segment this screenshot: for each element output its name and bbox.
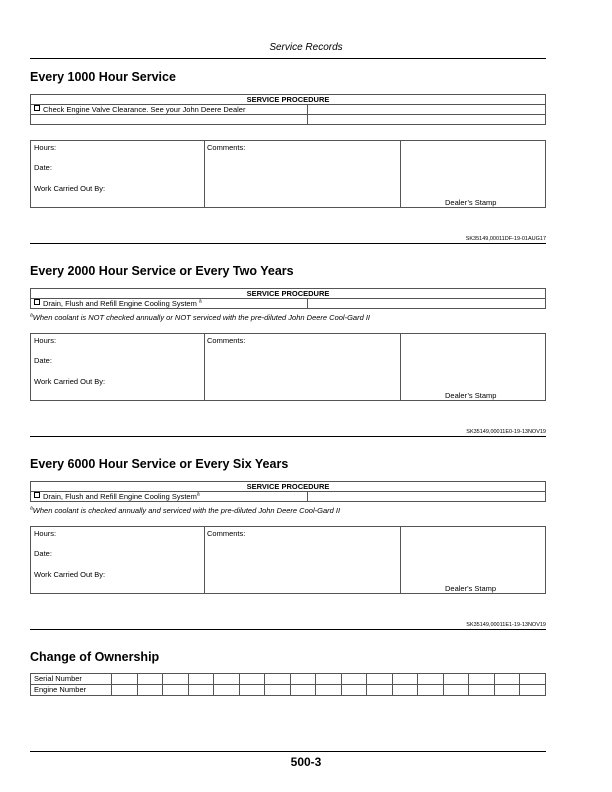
engine-number-cell[interactable]	[520, 685, 546, 696]
comments-column	[204, 527, 401, 593]
engine-number-cell[interactable]	[494, 685, 520, 696]
comments-label: Comments:	[207, 143, 246, 152]
engine-number-cell[interactable]	[163, 685, 189, 696]
footnote-marker: a	[30, 505, 33, 512]
procedure-header: SERVICE PROCEDURE	[31, 95, 546, 105]
document-code: SK35149,00011E0-19-13NOV19	[466, 429, 546, 435]
date-label: Date:	[34, 356, 52, 365]
record-fields-column	[31, 334, 205, 400]
section-rule	[30, 243, 546, 244]
section-heading: Every 2000 Hour Service or Every Two Years	[30, 264, 294, 278]
footer-rule	[30, 751, 546, 752]
serial-number-cell[interactable]	[290, 674, 316, 685]
procedure-item-label: Drain, Flush and Refill Engine Cooling System	[43, 492, 197, 501]
procedure-item[interactable]	[31, 105, 308, 115]
engine-number-cell[interactable]	[112, 685, 138, 696]
footnote-marker: a	[196, 491, 200, 498]
serial-number-cell[interactable]	[341, 674, 367, 685]
serial-number-cell[interactable]	[367, 674, 393, 685]
footnote	[30, 313, 370, 322]
service-procedure-table	[30, 94, 546, 125]
comments-column	[204, 334, 401, 400]
serial-number-cell[interactable]	[469, 674, 495, 685]
comments-column	[204, 141, 401, 207]
engine-number-cell[interactable]	[443, 685, 469, 696]
engine-number-cell[interactable]	[316, 685, 342, 696]
engine-number-cell[interactable]	[239, 685, 265, 696]
engine-number-cell[interactable]	[214, 685, 240, 696]
engine-number-cell[interactable]	[265, 685, 291, 696]
ownership-table	[30, 673, 546, 696]
ownership-heading: Change of Ownership	[30, 650, 160, 664]
hours-label: Hours:	[34, 143, 57, 152]
serial-number-cell[interactable]	[418, 674, 444, 685]
procedure-header: SERVICE PROCEDURE	[31, 289, 546, 299]
service-record-box	[30, 333, 546, 401]
procedure-blank-cell	[308, 492, 546, 502]
procedure-item[interactable]	[31, 492, 308, 502]
serial-number-cell[interactable]	[316, 674, 342, 685]
service-record-box	[30, 140, 546, 208]
hours-label: Hours:	[34, 529, 57, 538]
section-rule	[30, 629, 546, 630]
footnote	[30, 506, 340, 515]
engine-number-cell[interactable]	[418, 685, 444, 696]
serial-number-cell[interactable]	[188, 674, 214, 685]
running-header: Service Records	[269, 42, 343, 53]
work-carried-out-label: Work Carried Out By:	[34, 570, 106, 579]
engine-number-cell[interactable]	[392, 685, 418, 696]
serial-number-cell[interactable]	[494, 674, 520, 685]
engine-number-cell[interactable]	[341, 685, 367, 696]
page-number: 500-3	[290, 755, 322, 769]
serial-number-cell[interactable]	[443, 674, 469, 685]
document-code: SK35149,00011E1-19-13NOV19	[466, 622, 546, 628]
service-record-box	[30, 526, 546, 594]
footnote-marker: a	[30, 312, 33, 319]
serial-number-cell[interactable]	[520, 674, 546, 685]
date-label: Date:	[34, 163, 52, 172]
serial-number-cell[interactable]	[163, 674, 189, 685]
serial-number-cell[interactable]	[137, 674, 163, 685]
record-fields-column	[31, 527, 205, 593]
date-label: Date:	[34, 549, 52, 558]
footnote-text: When coolant is NOT checked annually or NOT serviced with the pre-diluted John Deere Cool-Gard II	[32, 313, 371, 322]
serial-number-cell[interactable]	[265, 674, 291, 685]
comments-label: Comments:	[207, 336, 246, 345]
checkbox-icon[interactable]	[34, 492, 40, 498]
comments-label: Comments:	[207, 529, 246, 538]
serial-number-label: Serial Number	[31, 674, 112, 685]
footnote-marker: a	[198, 298, 202, 305]
footnote-text: When coolant is checked annually and serviced with the pre-diluted John Deere Cool-Gard II	[32, 506, 341, 515]
section-rule	[30, 436, 546, 437]
dealers-stamp-label: Dealer's Stamp	[445, 584, 497, 593]
procedure-header: SERVICE PROCEDURE	[31, 482, 546, 492]
checkbox-icon[interactable]	[34, 105, 40, 111]
section-heading: Every 6000 Hour Service or Every Six Years	[30, 457, 289, 471]
service-procedure-table	[30, 481, 546, 502]
procedure-blank-cell	[308, 299, 546, 309]
serial-number-cell[interactable]	[112, 674, 138, 685]
document-code: SK35149,00011DF-19-01AUG17	[465, 236, 546, 242]
serial-number-cell[interactable]	[392, 674, 418, 685]
procedure-blank-cell	[308, 105, 546, 115]
work-carried-out-label: Work Carried Out By:	[34, 377, 106, 386]
engine-number-cell[interactable]	[188, 685, 214, 696]
checkbox-icon[interactable]	[34, 299, 40, 305]
serial-number-cell[interactable]	[214, 674, 240, 685]
hours-label: Hours:	[34, 336, 57, 345]
work-carried-out-label: Work Carried Out By:	[34, 184, 106, 193]
dealers-stamp-label: Dealer’s Stamp	[445, 198, 497, 207]
engine-number-label: Engine Number	[31, 685, 112, 696]
procedure-item-label: Check Engine Valve Clearance. See your John Deere Dealer	[43, 105, 246, 114]
procedure-item[interactable]	[31, 299, 308, 309]
engine-number-cell[interactable]	[367, 685, 393, 696]
engine-number-cell[interactable]	[137, 685, 163, 696]
procedure-item-label: Drain, Flush and Refill Engine Cooling System	[43, 299, 197, 308]
dealers-stamp-label: Dealer’s Stamp	[445, 391, 497, 400]
engine-number-cell[interactable]	[469, 685, 495, 696]
service-procedure-table	[30, 288, 546, 309]
serial-number-cell[interactable]	[239, 674, 265, 685]
procedure-blank-cell	[31, 115, 308, 125]
header-rule	[30, 58, 546, 59]
procedure-blank-cell	[308, 115, 546, 125]
record-fields-column	[31, 141, 205, 207]
section-heading: Every 1000 Hour Service	[30, 70, 176, 84]
engine-number-cell[interactable]	[290, 685, 316, 696]
